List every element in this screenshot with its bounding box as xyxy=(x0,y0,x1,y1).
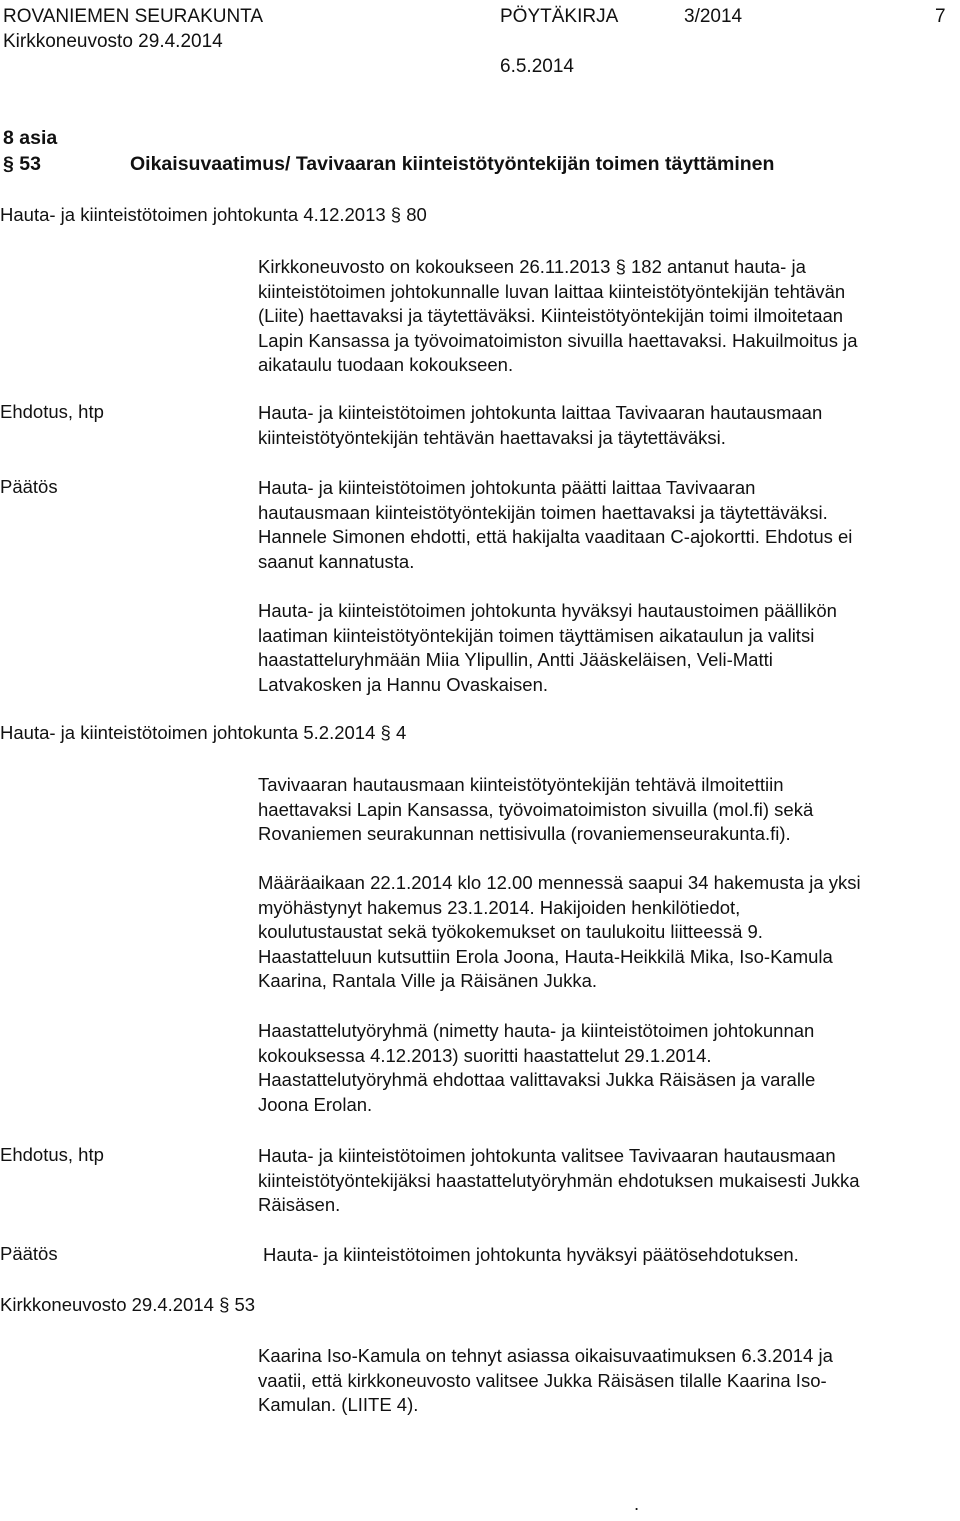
section-number: § 53 xyxy=(3,153,41,175)
document-date: 6.5.2014 xyxy=(500,56,574,77)
agenda-title: Oikaisuvaatimus/ Tavivaaran kiinteistötyöntekijän toimen täyttäminen xyxy=(130,153,775,175)
text-line: laatiman kiinteistötyöntekijän toimen täyttämisen aikataulun ja valitsi xyxy=(258,624,815,646)
text-line: koulutustaustat sekä työkokemukset on taulukoitu liitteessä 9. xyxy=(258,921,763,942)
text-line: Haastattelutyöryhmä (nimetty hauta- ja kiinteistötoimen johtokunnan xyxy=(258,1020,815,1041)
section-reference: Hauta- ja kiinteistötoimen johtokunta 5.2.2014 § 4 xyxy=(0,722,407,743)
decision-text-continued xyxy=(258,599,837,697)
section-reference: Kirkkoneuvosto 29.4.2014 § 53 xyxy=(0,1294,256,1315)
agenda-item: 8 asia xyxy=(3,127,58,149)
decision-label: Päätös xyxy=(0,1243,58,1264)
text-line: Hauta- ja kiinteistötoimen johtokunta päätti laittaa Tavivaaran xyxy=(258,477,756,498)
text-line: Hannele Simonen ehdotti, että hakijalta vaaditaan C-ajokortti. Ehdotus ei xyxy=(258,526,853,547)
paragraph xyxy=(258,773,813,847)
text-line: saanut kannatusta. xyxy=(258,550,415,572)
meeting-label: Kirkkoneuvosto 29.4.2014 xyxy=(3,31,223,52)
text-line: aikataulu tuodaan kokoukseen. xyxy=(258,354,514,375)
page-number: 7 xyxy=(935,6,946,27)
text-line: hautausmaan kiinteistötyöntekijän toimen haettavaksi ja täytettäväksi. xyxy=(258,501,828,523)
text-line: Kamulan. (LIITE 4). xyxy=(258,1394,419,1415)
organization-name: ROVANIEMEN SEURAKUNTA xyxy=(3,6,264,27)
text-line: Haastatteluun kutsuttiin Erola Joona, Hauta-Heikkilä Mika, Iso-Kamula xyxy=(258,945,833,967)
text-line: Hauta- ja kiinteistötoimen johtokunta hyväksyi hautaustoimen päällikön xyxy=(258,600,837,621)
text-line: Kirkkoneuvosto on kokoukseen 26.11.2013 § 182 antanut hauta- ja xyxy=(258,256,806,277)
proposal-label: Ehdotus, htp xyxy=(0,1144,104,1165)
document-number: 3/2014 xyxy=(684,6,743,27)
decision-text xyxy=(258,476,852,574)
text-line: Rovaniemen seurakunnan nettisivulla (rovaniemenseurakunta.fi). xyxy=(258,823,791,844)
section-reference: Hauta- ja kiinteistötoimen johtokunta 4.12.2013 § 80 xyxy=(0,204,427,225)
text-line: Joona Erolan. xyxy=(258,1093,373,1115)
text-line: haettavaksi Lapin Kansassa, työvoimatoimiston sivuilla (mol.fi) sekä xyxy=(258,798,814,820)
paragraph xyxy=(258,871,861,994)
text-line: myöhästynyt hakemus 23.1.2014. Hakijoiden henkilötiedot, xyxy=(258,896,741,918)
text-line: Hauta- ja kiinteistötoimen johtokunta valitsee Tavivaaran hautausmaan xyxy=(258,1145,836,1166)
text-line: Kaarina, Rantala Ville ja Räisänen Jukka. xyxy=(258,970,598,991)
text-line: kiinteistötyöntekijän tehtävän haettavaksi ja täytettäväksi. xyxy=(258,426,726,448)
text-line: Tavivaaran hautausmaan kiinteistötyöntekijän tehtävä ilmoitettiin xyxy=(258,774,784,795)
footer-mark: . xyxy=(634,1493,640,1514)
proposal-text xyxy=(258,1144,860,1218)
text-line: kiinteistötyöntekijäksi haastattelutyöryhmän ehdotuksen mukaisesti Jukka xyxy=(258,1169,860,1191)
text-line: Räisäsen. xyxy=(258,1194,341,1215)
paragraph xyxy=(258,1019,815,1117)
document-type: PÖYTÄKIRJA xyxy=(500,6,619,27)
proposal-text xyxy=(258,401,822,450)
text-line: vaatii, että kirkkoneuvosto valitsee Jukka Räisäsen tilalle Kaarina Iso- xyxy=(258,1369,827,1391)
text-line: (Liite) haettavaksi ja täytettäväksi. Kiinteistötyöntekijän toimi ilmoitetaan xyxy=(258,305,844,326)
text-line: kiinteistötoimen johtokunnalle luvan laittaa kiinteistötyöntekijän tehtävän xyxy=(258,280,846,302)
decision-text xyxy=(263,1243,799,1268)
paragraph xyxy=(258,255,857,378)
text-line: haastatteluryhmään Miia Ylipullin, Antti Jääskeläisen, Veli-Matti xyxy=(258,649,773,670)
paragraph xyxy=(258,1344,833,1418)
text-line: Hauta- ja kiinteistötoimen johtokunta hyväksyi päätösehdotuksen. xyxy=(263,1244,799,1265)
text-line: Hauta- ja kiinteistötoimen johtokunta laittaa Tavivaaran hautausmaan xyxy=(258,402,823,423)
text-line: Kaarina Iso-Kamula on tehnyt asiassa oikaisuvaatimuksen 6.3.2014 ja xyxy=(258,1345,833,1366)
text-line: Määräaikaan 22.1.2014 klo 12.00 mennessä saapui 34 hakemusta ja yksi xyxy=(258,872,861,893)
text-line: Haastattelutyöryhmä ehdottaa valittavaksi Jukka Räisäsen ja varalle xyxy=(258,1069,816,1090)
text-line: Latvakosken ja Hannu Ovaskaisen. xyxy=(258,673,549,695)
text-line: Lapin Kansassa ja työvoimatoimiston sivuilla haettavaksi. Hakuilmoitus ja xyxy=(258,329,858,351)
proposal-label: Ehdotus, htp xyxy=(0,401,104,422)
text-line: kokouksessa 4.12.2013) suoritti haastattelut 29.1.2014. xyxy=(258,1044,712,1066)
decision-label: Päätös xyxy=(0,476,58,497)
